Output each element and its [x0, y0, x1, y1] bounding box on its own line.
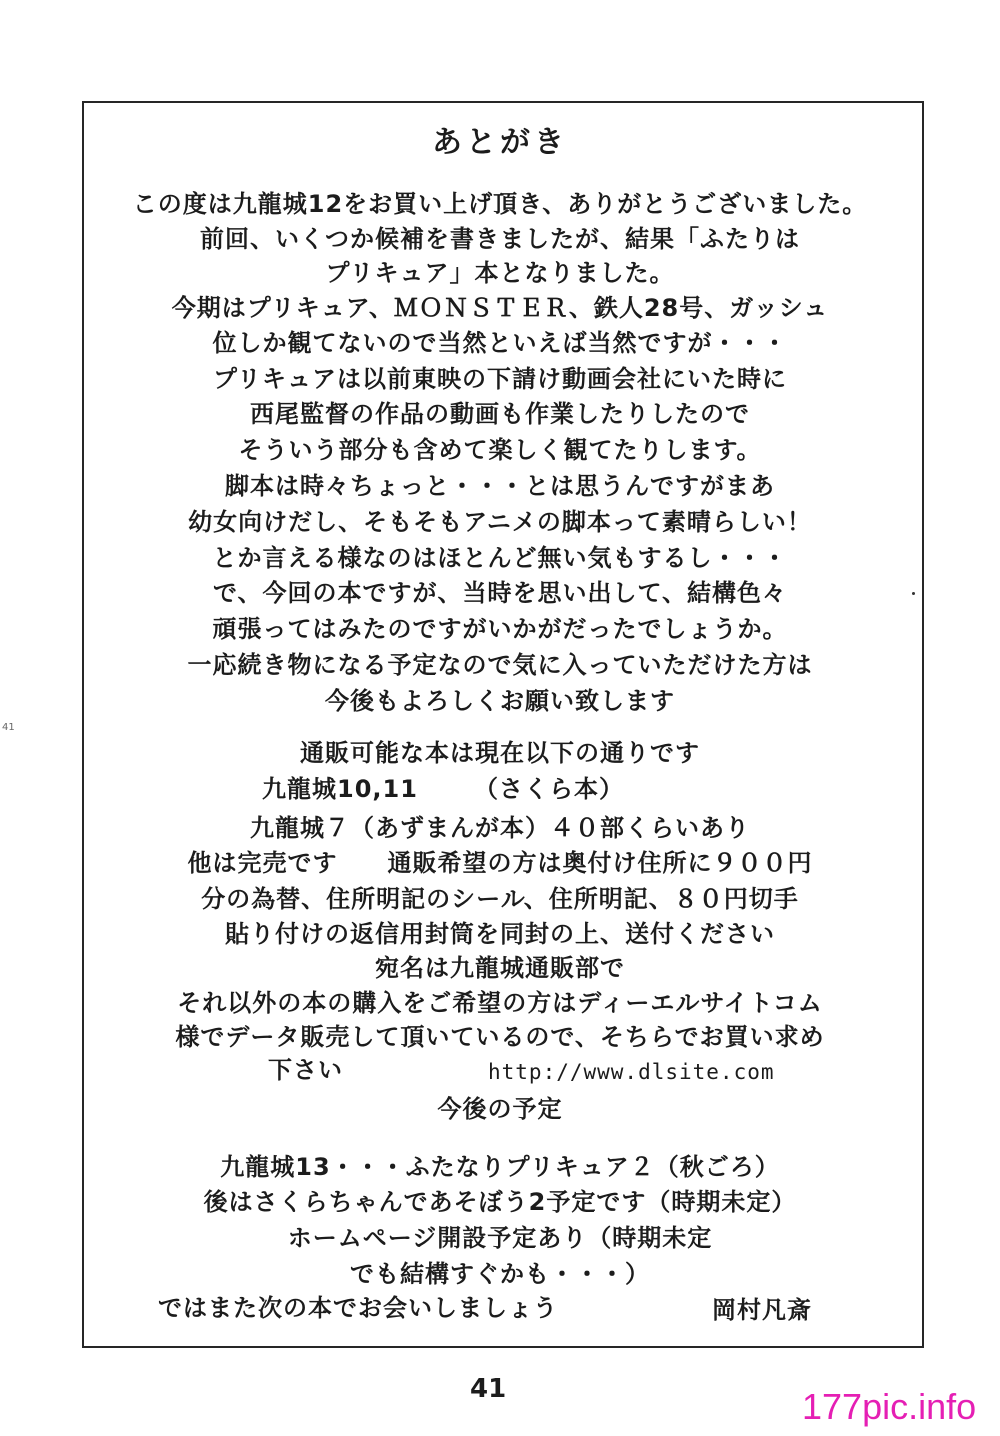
- paragraph-line: 位しか観てないので当然といえば当然ですが・・・: [212, 329, 788, 357]
- mail-order-line: 貼り付けの返信用封筒を同封の上、送付ください: [225, 920, 775, 948]
- paragraph-line: 今期はプリキュア、ＭＯＮＳＴＥＲ、鉄人28号、ガッシュ: [171, 294, 829, 322]
- paragraph-line: そういう部分も含めて楽しく観てたりします。: [238, 436, 762, 464]
- closing-line: ではまた次の本でお会いしましょう: [158, 1294, 558, 1322]
- paragraph-line: 前回、いくつか候補を書きましたが、結果「ふたりは: [200, 225, 800, 253]
- mail-order-line: 分の為替、住所明記のシール、住所明記、８０円切手: [201, 885, 799, 913]
- paragraph-line: 一応続き物になる予定なので気に入っていただけた方は: [187, 651, 813, 679]
- paragraph-line: プリキュアは以前東映の下請け動画会社にいた時に: [212, 365, 788, 393]
- mail-order-book-name: 九龍城10,11: [262, 775, 418, 803]
- mail-order-line: 宛名は九龍城通販部で: [375, 954, 625, 982]
- paragraph-line: 頑張ってはみたのですがいかがだったでしょうか。: [212, 615, 788, 643]
- schedule-line: ホームページ開設予定あり（時期未定: [287, 1224, 713, 1252]
- dlsite-url: http://www.dlsite.com: [488, 1060, 775, 1084]
- page-number: 41: [470, 1374, 507, 1404]
- mail-order-book-note: （さくら本）: [474, 775, 624, 803]
- paragraph-line: で、今回の本ですが、当時を思い出して、結構色々: [212, 579, 788, 607]
- mail-order-line: 他は完売です 通販希望の方は奥付け住所に９００円: [187, 849, 813, 877]
- schedule-heading: 今後の予定: [437, 1095, 563, 1123]
- afterword-title: あとがき: [432, 125, 568, 160]
- paragraph-line: とか言える様なのはほとんど無い気もするし・・・: [212, 544, 788, 572]
- schedule-line: 九龍城13・・・ふたなりプリキュア２（秋ごろ）: [220, 1153, 780, 1181]
- paragraph-line: 西尾監督の作品の動画も作業したりしたので: [250, 400, 750, 428]
- paragraph-line: この度は九龍城12をお買い上げ頂き、ありがとうございました。: [132, 190, 868, 218]
- paragraph-line: 脚本は時々ちょっと・・・とは思うんですがまあ: [225, 472, 775, 500]
- mail-order-line: それ以外の本の購入をご希望の方はディーエルサイトコム: [177, 989, 823, 1017]
- paragraph-line: 今後もよろしくお願い致します: [325, 687, 675, 715]
- mail-order-heading: 通販可能な本は現在以下の通りです: [300, 739, 700, 767]
- mail-order-line: 様でデータ販売して頂いているので、そちらでお買い求め: [175, 1023, 825, 1051]
- schedule-line: 後はさくらちゃんであそぼう2予定です（時期未定）: [203, 1188, 797, 1216]
- author-name: 岡村凡斎: [712, 1296, 812, 1324]
- mail-order-line: 九龍城７（あずまんが本）４０部くらいあり: [250, 814, 750, 842]
- margin-page-number: 41: [2, 722, 15, 733]
- mail-order-last-label: 下さい: [268, 1056, 343, 1084]
- paragraph-line: プリキュア」本となりました。: [325, 259, 675, 287]
- schedule-line: でも結構すぐかも・・・）: [350, 1260, 650, 1288]
- paragraph-line: 幼女向けだし、そもそもアニメの脚本って素晴らしい！: [188, 508, 812, 536]
- site-watermark: 177pic.info: [802, 1386, 977, 1427]
